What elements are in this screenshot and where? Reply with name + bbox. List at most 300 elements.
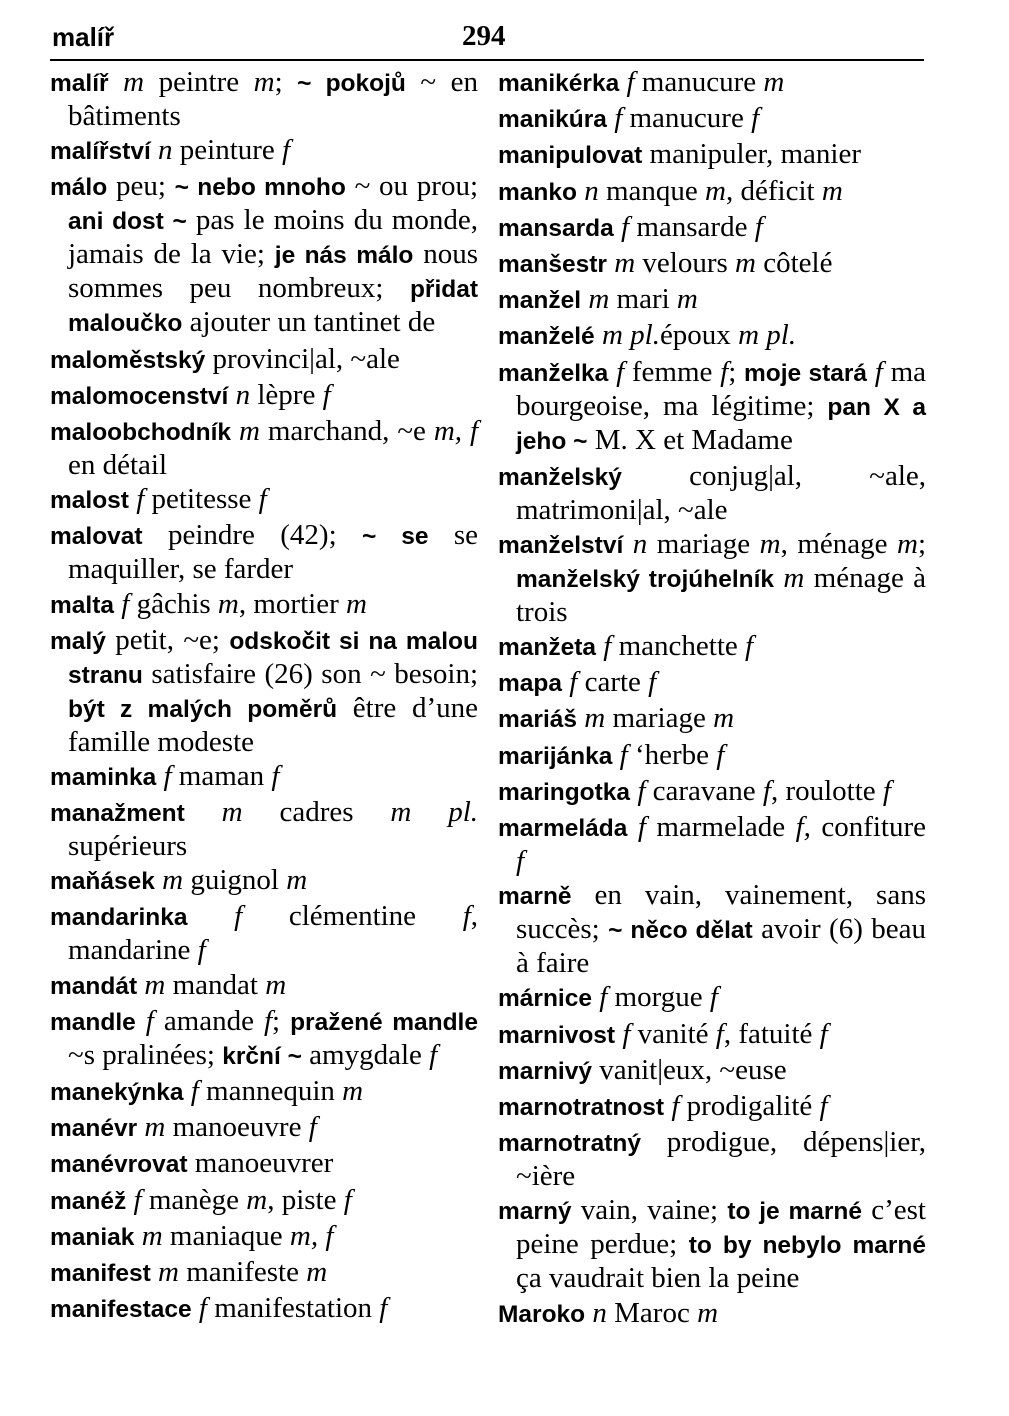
grammar-label: f bbox=[308, 1111, 317, 1144]
headword: maminka bbox=[50, 763, 157, 791]
translation-text: satisfaire (26) son ~ besoin; bbox=[142, 657, 478, 690]
dictionary-entry bbox=[498, 175, 926, 209]
translation-text: vanit|eux, ~euse bbox=[591, 1053, 787, 1086]
translation-text: vain, vaine; bbox=[571, 1194, 728, 1227]
headword: mapa bbox=[498, 670, 563, 698]
translation-text bbox=[134, 1220, 141, 1252]
translation-text: femme bbox=[624, 355, 721, 388]
headword: marný bbox=[498, 1198, 572, 1226]
translation-text bbox=[867, 356, 875, 388]
grammar-label: m bbox=[676, 283, 698, 316]
grammar-label: f bbox=[715, 1017, 724, 1050]
grammar-label: f bbox=[709, 981, 718, 1014]
grammar-label: f bbox=[136, 483, 145, 516]
translation-text bbox=[126, 1184, 133, 1216]
translation-text: ; bbox=[272, 1004, 291, 1037]
dictionary-entry bbox=[498, 283, 926, 317]
translation-text: ; bbox=[917, 527, 927, 560]
grammar-label: m bbox=[735, 246, 756, 279]
headword: márnice bbox=[498, 985, 592, 1013]
translation-text: mariage bbox=[647, 527, 760, 560]
translation-text: maniaque bbox=[162, 1219, 290, 1252]
czech-phrase: to by nebylo marné bbox=[688, 1232, 926, 1260]
translation-text: manucure bbox=[622, 102, 752, 135]
dictionary-entry bbox=[498, 702, 926, 736]
translation-text: ça vaudrait bien la peine bbox=[516, 1262, 800, 1295]
translation-text: manifeste bbox=[178, 1255, 307, 1288]
headword: malomocenství bbox=[50, 382, 229, 410]
grammar-label: m bbox=[246, 1183, 268, 1216]
translation-text: côtelé bbox=[755, 246, 833, 279]
headword: marnivý bbox=[498, 1057, 592, 1085]
grammar-label: m bbox=[123, 66, 145, 98]
grammar-label: m, f bbox=[289, 1219, 334, 1252]
grammar-label: f bbox=[648, 666, 657, 699]
headword: malířství bbox=[50, 138, 151, 166]
grammar-label: f bbox=[751, 102, 760, 135]
grammar-label: m bbox=[286, 864, 308, 897]
czech-phrase: ~ se bbox=[361, 523, 429, 551]
grammar-label: f bbox=[121, 587, 130, 620]
grammar-label: f bbox=[462, 900, 471, 933]
translation-text bbox=[231, 415, 239, 447]
translation-text bbox=[188, 900, 235, 932]
translation-text: en vain, vainement, sans succès; bbox=[516, 879, 926, 946]
translation-text: maman bbox=[171, 759, 272, 792]
grammar-label: n bbox=[584, 174, 599, 207]
translation-text: manchette bbox=[611, 630, 746, 663]
translation-text: prodigue, dépens|ier, ~ière bbox=[516, 1126, 926, 1193]
dictionary-entry bbox=[50, 519, 478, 585]
grammar-label: f bbox=[603, 630, 612, 663]
translation-text: caravane bbox=[645, 774, 763, 807]
headword: manévr bbox=[50, 1115, 138, 1143]
dictionary-entry bbox=[50, 1005, 478, 1073]
grammar-label: f bbox=[637, 811, 646, 843]
czech-phrase: ~ pokojů bbox=[297, 70, 406, 97]
dictionary-entry bbox=[498, 879, 926, 979]
czech-phrase: to je marné bbox=[727, 1198, 862, 1226]
translation-text: mannequin bbox=[198, 1075, 343, 1107]
grammar-label: n bbox=[235, 378, 251, 411]
grammar-label: f bbox=[626, 66, 635, 98]
headword: málo bbox=[50, 174, 108, 202]
dictionary-entry bbox=[50, 379, 478, 413]
dictionary-entry bbox=[50, 415, 478, 481]
grammar-label: f bbox=[716, 738, 725, 771]
translation-text: velours bbox=[635, 246, 736, 279]
grammar-label: f bbox=[762, 774, 771, 807]
headword: manžeta bbox=[498, 634, 597, 662]
translation-text: ~ ou prou; bbox=[345, 170, 479, 203]
translation-text: ‘herbe bbox=[627, 738, 717, 771]
headword: malíř bbox=[50, 70, 109, 97]
translation-text: pas le moins du monde, jamais de la vie; bbox=[68, 204, 478, 271]
dictionary-entry bbox=[498, 528, 926, 628]
headword: mandarinka bbox=[50, 904, 188, 932]
dictionary-entry bbox=[50, 170, 478, 340]
translation-text: mansarde bbox=[629, 210, 755, 243]
translation-text: ~s pralinées; bbox=[68, 1038, 223, 1071]
grammar-label: f bbox=[429, 1038, 438, 1071]
grammar-label: f bbox=[671, 1089, 680, 1122]
dictionary-entry bbox=[498, 666, 926, 700]
translation-text: peinture bbox=[172, 134, 283, 167]
grammar-label: f bbox=[720, 355, 729, 388]
translation-text: , piste bbox=[267, 1183, 344, 1216]
czech-phrase: je nás málo bbox=[274, 242, 414, 270]
translation-text: petit, ~e; bbox=[105, 623, 230, 656]
dictionary-entry bbox=[50, 1147, 478, 1181]
translation-text bbox=[774, 562, 783, 594]
translation-text bbox=[192, 1292, 199, 1324]
grammar-label: m bbox=[584, 702, 606, 735]
translation-text bbox=[109, 66, 124, 98]
headword: mariáš bbox=[498, 706, 578, 734]
grammar-label: f bbox=[198, 1292, 207, 1325]
dictionary-entry bbox=[498, 1054, 926, 1088]
translation-text: amygdale bbox=[301, 1038, 430, 1071]
translation-text bbox=[228, 379, 235, 411]
grammar-label: m bbox=[713, 702, 735, 735]
translation-text: guignol bbox=[183, 864, 287, 897]
grammar-label: m bbox=[614, 246, 636, 279]
translation-text: ajouter un tantinet de bbox=[182, 306, 436, 339]
headword: manifest bbox=[50, 1259, 151, 1287]
headword: manko bbox=[498, 178, 577, 206]
translation-text bbox=[185, 796, 222, 828]
headword: manévrovat bbox=[50, 1151, 188, 1179]
translation-text: être d’une famille modeste bbox=[68, 691, 478, 758]
translation-text bbox=[608, 356, 616, 388]
translation-text: confiture bbox=[810, 811, 926, 843]
grammar-label: f bbox=[163, 759, 172, 792]
translation-text: , fatuité bbox=[723, 1017, 820, 1050]
translation-text: manifestation bbox=[206, 1292, 380, 1325]
grammar-label: n bbox=[632, 527, 648, 560]
translation-text bbox=[151, 134, 158, 166]
headword: manéž bbox=[50, 1187, 127, 1215]
czech-phrase: moje stará bbox=[743, 359, 868, 387]
translation-text: supérieurs bbox=[68, 830, 188, 863]
dictionary-entry bbox=[498, 138, 926, 172]
dictionary-entry bbox=[498, 356, 926, 458]
grammar-label: f bbox=[622, 1017, 631, 1050]
page-number: 294 bbox=[462, 20, 506, 52]
translation-text: manucure bbox=[634, 66, 764, 98]
translation-text: ; bbox=[728, 355, 744, 388]
dictionary-entry bbox=[498, 1297, 926, 1331]
translation-text bbox=[614, 211, 621, 243]
grammar-label: f bbox=[819, 1089, 828, 1122]
dictionary-entry bbox=[498, 319, 926, 353]
translation-text: c’est peine perdue; bbox=[516, 1194, 926, 1261]
grammar-label: m bbox=[144, 1111, 166, 1144]
translation-text: manoeuvrer bbox=[187, 1147, 334, 1180]
headword: mandát bbox=[50, 972, 138, 1000]
grammar-label: n bbox=[592, 1296, 607, 1329]
grammar-label: f, bbox=[795, 811, 811, 843]
translation-text: peu; bbox=[107, 170, 175, 203]
grammar-label: m bbox=[253, 66, 275, 98]
grammar-label: f bbox=[322, 378, 331, 411]
czech-phrase: odskočit si na malou stranu bbox=[68, 627, 478, 689]
grammar-label: f bbox=[599, 981, 608, 1014]
translation-text: cadres bbox=[242, 796, 391, 829]
translation-text bbox=[612, 739, 619, 771]
headword: manikúra bbox=[498, 106, 607, 134]
translation-text: clémentine bbox=[242, 900, 463, 933]
translation-text bbox=[627, 811, 637, 843]
translation-text: Maroc bbox=[606, 1296, 698, 1329]
headword: maniak bbox=[50, 1223, 135, 1251]
headword: manželka bbox=[498, 359, 609, 387]
headword: maringotka bbox=[498, 778, 631, 806]
headword: manikérka bbox=[498, 70, 620, 97]
translation-text: nous sommes peu nombreux; bbox=[68, 238, 478, 305]
grammar-label: f bbox=[819, 1017, 828, 1050]
grammar-label: m bbox=[697, 1296, 719, 1329]
translation-text: en détail bbox=[68, 448, 168, 481]
grammar-label: m bbox=[162, 864, 184, 897]
headword: marijánka bbox=[498, 742, 613, 770]
grammar-label: m bbox=[238, 414, 260, 447]
grammar-label: f bbox=[621, 210, 630, 243]
grammar-label: f bbox=[619, 738, 628, 771]
dictionary-entry bbox=[50, 864, 478, 898]
grammar-label: f bbox=[745, 630, 754, 663]
translation-text: manoeuvre bbox=[165, 1111, 309, 1144]
headword: marmeláda bbox=[498, 815, 628, 842]
czech-phrase: být z malých poměrů bbox=[68, 695, 338, 723]
dictionary-entry bbox=[50, 624, 478, 758]
grammar-label: f bbox=[379, 1292, 388, 1325]
header-rule bbox=[50, 59, 924, 61]
translation-text: peintre bbox=[144, 66, 254, 98]
translation-text: mandat bbox=[165, 968, 266, 1001]
grammar-label: m bbox=[158, 1255, 179, 1288]
grammar-label: f bbox=[616, 355, 625, 388]
dictionary-entry bbox=[50, 1220, 478, 1254]
headword: marnivost bbox=[498, 1021, 616, 1049]
translation-text: manque bbox=[598, 174, 706, 207]
translation-text: ~ en bâtiments bbox=[68, 66, 478, 132]
translation-text bbox=[183, 1075, 190, 1107]
headword: maloobchodník bbox=[50, 418, 232, 446]
translation-text: , ménage bbox=[780, 527, 898, 560]
grammar-label: m bbox=[821, 174, 843, 207]
grammar-label: m bbox=[306, 1255, 328, 1288]
translation-text: morgue bbox=[607, 981, 710, 1014]
grammar-label: m pl. bbox=[601, 319, 660, 352]
headword: manžel bbox=[498, 287, 582, 315]
grammar-label: m bbox=[221, 796, 243, 829]
translation-text bbox=[623, 528, 633, 560]
translation-text: , mortier bbox=[238, 587, 346, 620]
grammar-label: m bbox=[144, 968, 166, 1001]
czech-phrase: ~ něco dělat bbox=[608, 917, 753, 945]
grammar-label: f bbox=[197, 934, 206, 967]
dictionary-entry bbox=[498, 775, 926, 809]
translation-text: mariage bbox=[605, 702, 714, 735]
translation-text: petitesse bbox=[144, 483, 259, 516]
translation-text: peindre (42); bbox=[142, 519, 362, 552]
translation-text: , roulotte bbox=[770, 774, 883, 807]
headword: Maroko bbox=[498, 1300, 586, 1328]
grammar-label: f bbox=[190, 1075, 199, 1107]
right-column bbox=[498, 66, 926, 1333]
czech-phrase: pražené mandle bbox=[290, 1008, 478, 1036]
headword: malost bbox=[50, 487, 129, 515]
grammar-label: f bbox=[263, 1004, 273, 1037]
dictionary-entry bbox=[50, 66, 478, 132]
grammar-label: m bbox=[897, 527, 918, 560]
dictionary-entry bbox=[498, 66, 926, 100]
translation-text: marmelade bbox=[645, 811, 796, 843]
translation-text: marchand, ~e bbox=[259, 414, 434, 447]
grammar-label: f bbox=[133, 1183, 142, 1216]
dictionary-entry bbox=[50, 969, 478, 1003]
headword: manifestace bbox=[50, 1296, 192, 1324]
translation-text: ma bourgeoise, ma légitime; bbox=[516, 355, 927, 422]
grammar-label: f bbox=[343, 1183, 352, 1216]
translation-text: provinci|al, ~ale bbox=[205, 342, 400, 375]
translation-text: manipuler, manier bbox=[642, 138, 861, 171]
headword: maloměstský bbox=[50, 346, 206, 374]
grammar-label: m bbox=[342, 1075, 364, 1107]
translation-text: , mandarine bbox=[68, 900, 478, 967]
translation-text: prodigalité bbox=[679, 1089, 820, 1122]
dictionary-entry bbox=[498, 1090, 926, 1124]
grammar-label: f bbox=[145, 1004, 154, 1037]
translation-text: ; bbox=[274, 66, 298, 98]
grammar-label: f bbox=[258, 483, 267, 516]
grammar-label: f bbox=[271, 759, 280, 792]
grammar-label: f bbox=[882, 774, 891, 807]
grammar-label: f bbox=[614, 102, 623, 135]
translation-text: avoir (6) beau à faire bbox=[516, 913, 926, 980]
headword: malta bbox=[50, 591, 115, 619]
dictionary-entry bbox=[498, 981, 926, 1015]
dictionary-entry bbox=[50, 900, 478, 966]
grammar-label: f bbox=[569, 666, 578, 699]
translation-text: se maquiller, se farder bbox=[68, 519, 478, 586]
dictionary-entry bbox=[50, 1184, 478, 1218]
running-head: malíř bbox=[52, 22, 115, 52]
dictionary-entry bbox=[50, 588, 478, 622]
translation-text bbox=[136, 1005, 146, 1037]
grammar-label: m pl. bbox=[738, 319, 797, 352]
grammar-label: m bbox=[763, 66, 785, 98]
dictionary-entry bbox=[498, 211, 926, 245]
headword: manipulovat bbox=[498, 142, 643, 170]
headword: manželé bbox=[498, 323, 595, 351]
translation-text: carte bbox=[577, 666, 649, 699]
grammar-label: m bbox=[265, 968, 287, 1001]
grammar-label: f bbox=[234, 900, 243, 933]
translation-text: gâchis bbox=[129, 587, 218, 620]
grammar-label: m bbox=[588, 283, 610, 316]
dictionary-entry bbox=[498, 102, 926, 136]
dictionary-entry bbox=[498, 1126, 926, 1192]
czech-phrase: pan X a jeho ~ bbox=[516, 393, 927, 455]
headword: manažment bbox=[50, 800, 185, 828]
grammar-label: m bbox=[759, 527, 781, 560]
headword: malovat bbox=[50, 523, 143, 551]
grammar-label: m bbox=[705, 174, 726, 207]
czech-phrase: manželský trojúhelník bbox=[516, 565, 775, 593]
dictionary-entry bbox=[498, 1018, 926, 1052]
dictionary-entry bbox=[498, 630, 926, 664]
dictionary-entry bbox=[50, 760, 478, 794]
translation-text: manège bbox=[141, 1183, 247, 1216]
dictionary-entry bbox=[50, 483, 478, 517]
headword: manželský bbox=[498, 463, 622, 491]
translation-text: conjug|al, ~ale, matrimoni|al, ~ale bbox=[516, 459, 926, 526]
grammar-label: m bbox=[783, 561, 805, 594]
translation-text: , déficit bbox=[725, 174, 822, 207]
dictionary-entry bbox=[498, 1194, 926, 1294]
grammar-label: m, f bbox=[433, 414, 478, 447]
czech-phrase: ~ nebo mnoho bbox=[174, 174, 346, 202]
grammar-label: m bbox=[345, 587, 367, 620]
grammar-label: m bbox=[141, 1219, 163, 1252]
dictionary-entry bbox=[498, 460, 926, 526]
dictionary-entry bbox=[50, 1292, 478, 1326]
grammar-label: n bbox=[158, 134, 173, 167]
translation-text: mari bbox=[609, 283, 677, 316]
dictionary-entry bbox=[498, 811, 926, 877]
translation-text: ménage à trois bbox=[516, 561, 927, 628]
czech-phrase: ani dost ~ bbox=[68, 208, 187, 236]
translation-text: amande bbox=[153, 1004, 264, 1037]
translation-text: M. X et Madame bbox=[587, 423, 793, 456]
headword: manekýnka bbox=[50, 1079, 184, 1106]
grammar-label: m bbox=[217, 587, 239, 620]
grammar-label: f bbox=[637, 774, 646, 807]
dictionary-entry bbox=[498, 247, 926, 281]
dictionary-entry bbox=[50, 1111, 478, 1145]
dictionary-entry bbox=[498, 739, 926, 773]
czech-phrase: přidat maloučko bbox=[68, 276, 478, 338]
dictionary-entry bbox=[50, 796, 478, 862]
headword: malý bbox=[50, 627, 106, 655]
grammar-label: f bbox=[754, 210, 763, 243]
headword: maňásek bbox=[50, 868, 155, 896]
grammar-label: f bbox=[516, 845, 525, 877]
grammar-label: m pl. bbox=[390, 796, 478, 829]
dictionary-entry bbox=[50, 1256, 478, 1290]
dictionary-entry bbox=[50, 1075, 478, 1109]
dictionary-entry bbox=[50, 134, 478, 168]
headword: marnotratnost bbox=[498, 1093, 665, 1121]
grammar-label: f bbox=[282, 134, 291, 167]
grammar-label: f bbox=[874, 355, 883, 388]
dictionary-entry bbox=[50, 343, 478, 377]
headword: mandle bbox=[50, 1008, 136, 1036]
czech-phrase: krční ~ bbox=[222, 1042, 302, 1070]
translation-text bbox=[595, 319, 602, 351]
translation-text: époux bbox=[659, 319, 739, 352]
headword: marnotratný bbox=[498, 1130, 641, 1158]
headword: marně bbox=[498, 883, 572, 911]
headword: manšestr bbox=[498, 250, 607, 278]
translation-text: vanité bbox=[630, 1017, 716, 1050]
left-column bbox=[50, 66, 478, 1328]
headword: manželství bbox=[498, 531, 624, 559]
translation-text: lèpre bbox=[250, 378, 323, 411]
headword: mansarda bbox=[498, 214, 614, 242]
